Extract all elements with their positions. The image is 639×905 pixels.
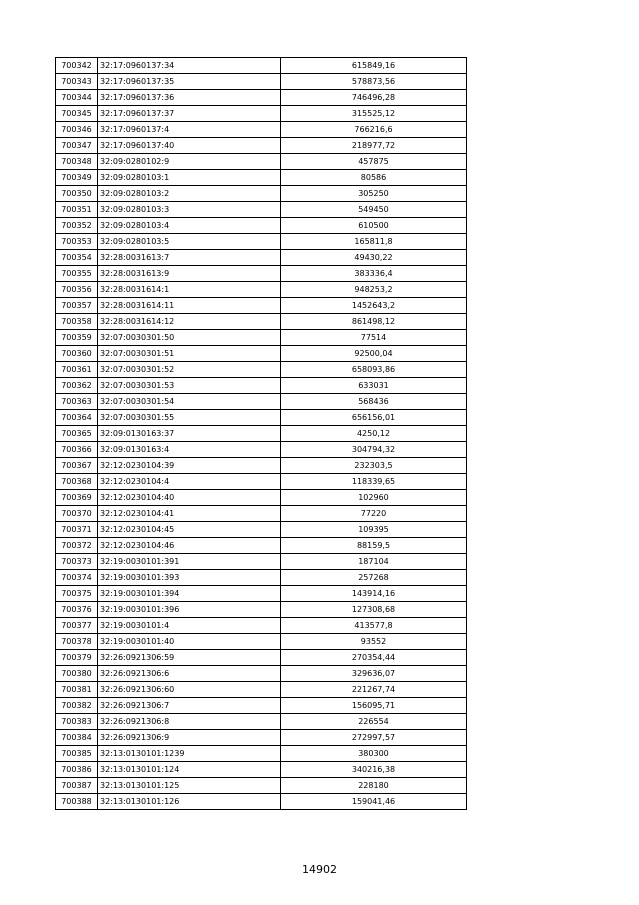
table-row [56, 378, 467, 394]
cadastral-number-cell: 32:17:0960137:36 [98, 90, 281, 106]
cadastral-number-cell: 32:09:0280102:9 [98, 154, 281, 170]
table-row [56, 234, 467, 250]
row-number-cell: 700347 [56, 138, 98, 154]
table-row [56, 346, 467, 362]
cadastral-number-cell: 32:07:0030301:55 [98, 410, 281, 426]
cadastral-value-cell: 77514 [281, 330, 467, 346]
cadastral-value-cell: 568436 [281, 394, 467, 410]
table-row [56, 682, 467, 698]
cadastral-value-cell: 127308,68 [281, 602, 467, 618]
cadastral-number-cell: 32:09:0280103:2 [98, 186, 281, 202]
table-row [56, 474, 467, 490]
cadastral-number-cell: 32:28:0031613:7 [98, 250, 281, 266]
cadastral-value-cell: 165811,8 [281, 234, 467, 250]
row-number-cell: 700367 [56, 458, 98, 474]
cadastral-value-cell: 610500 [281, 218, 467, 234]
table-row [56, 666, 467, 682]
cadastral-value-cell: 143914,16 [281, 586, 467, 602]
table-row [56, 458, 467, 474]
table-row [56, 618, 467, 634]
cadastral-number-cell: 32:26:0921306:59 [98, 650, 281, 666]
table-row [56, 202, 467, 218]
table-row [56, 282, 467, 298]
table-row [56, 186, 467, 202]
cadastral-value-cell: 383336,4 [281, 266, 467, 282]
row-number-cell: 700351 [56, 202, 98, 218]
cadastral-value-cell: 226554 [281, 714, 467, 730]
row-number-cell: 700349 [56, 170, 98, 186]
cadastral-value-cell: 413577,8 [281, 618, 467, 634]
cadastral-number-cell: 32:13:0130101:1239 [98, 746, 281, 762]
table-row [56, 90, 467, 106]
row-number-cell: 700384 [56, 730, 98, 746]
table-row [56, 570, 467, 586]
cadastral-number-cell: 32:09:0130163:4 [98, 442, 281, 458]
cadastral-value-cell: 102960 [281, 490, 467, 506]
row-number-cell: 700378 [56, 634, 98, 650]
cadastral-number-cell: 32:07:0030301:51 [98, 346, 281, 362]
cadastral-number-cell: 32:09:0130163:37 [98, 426, 281, 442]
cadastral-value-cell: 49430,22 [281, 250, 467, 266]
table-row [56, 714, 467, 730]
cadastral-value-cell: 656156,01 [281, 410, 467, 426]
cadastral-number-cell: 32:17:0960137:34 [98, 58, 281, 74]
table-row [56, 554, 467, 570]
cadastral-value-cell: 549450 [281, 202, 467, 218]
table-row [56, 730, 467, 746]
table-row [56, 794, 467, 810]
cadastral-value-cell: 315525,12 [281, 106, 467, 122]
table-row [56, 218, 467, 234]
cadastral-value-cell: 615849,16 [281, 58, 467, 74]
cadastral-number-cell: 32:19:0030101:396 [98, 602, 281, 618]
cadastral-value-cell: 221267,74 [281, 682, 467, 698]
cadastral-value-cell: 380300 [281, 746, 467, 762]
row-number-cell: 700345 [56, 106, 98, 122]
cadastral-number-cell: 32:26:0921306:60 [98, 682, 281, 698]
row-number-cell: 700373 [56, 554, 98, 570]
cadastral-value-cell: 272997,57 [281, 730, 467, 746]
row-number-cell: 700385 [56, 746, 98, 762]
cadastral-value-cell: 270354,44 [281, 650, 467, 666]
cadastral-number-cell: 32:09:0280103:5 [98, 234, 281, 250]
cadastral-number-cell: 32:17:0960137:37 [98, 106, 281, 122]
row-number-cell: 700377 [56, 618, 98, 634]
cadastral-value-cell: 92500,04 [281, 346, 467, 362]
table-row [56, 170, 467, 186]
cadastral-number-cell: 32:19:0030101:40 [98, 634, 281, 650]
cadastral-value-cell: 578873,56 [281, 74, 467, 90]
table-row [56, 762, 467, 778]
row-number-cell: 700344 [56, 90, 98, 106]
row-number-cell: 700362 [56, 378, 98, 394]
row-number-cell: 700381 [56, 682, 98, 698]
row-number-cell: 700374 [56, 570, 98, 586]
cadastral-number-cell: 32:28:0031614:12 [98, 314, 281, 330]
table-row [56, 250, 467, 266]
cadastral-number-cell: 32:28:0031614:1 [98, 282, 281, 298]
cadastral-value-cell: 948253,2 [281, 282, 467, 298]
row-number-cell: 700342 [56, 58, 98, 74]
cadastral-number-cell: 32:07:0030301:50 [98, 330, 281, 346]
cadastral-number-cell: 32:17:0960137:40 [98, 138, 281, 154]
cadastral-value-cell: 305250 [281, 186, 467, 202]
cadastral-value-cell: 257268 [281, 570, 467, 586]
cadastral-number-cell: 32:07:0030301:54 [98, 394, 281, 410]
row-number-cell: 700355 [56, 266, 98, 282]
table-row [56, 522, 467, 538]
cadastral-value-cell: 118339,65 [281, 474, 467, 490]
cadastral-value-cell: 329636,07 [281, 666, 467, 682]
row-number-cell: 700348 [56, 154, 98, 170]
cadastral-value-cell: 156095,71 [281, 698, 467, 714]
row-number-cell: 700369 [56, 490, 98, 506]
cadastral-number-cell: 32:09:0280103:4 [98, 218, 281, 234]
row-number-cell: 700375 [56, 586, 98, 602]
cadastral-value-cell: 340216,38 [281, 762, 467, 778]
table-row [56, 394, 467, 410]
table-body [56, 58, 467, 810]
table-row [56, 506, 467, 522]
table-row [56, 698, 467, 714]
cadastral-number-cell: 32:28:0031613:9 [98, 266, 281, 282]
cadastral-number-cell: 32:09:0280103:1 [98, 170, 281, 186]
page-number: 14902 [302, 863, 337, 876]
table-row [56, 490, 467, 506]
table-row [56, 362, 467, 378]
row-number-cell: 700363 [56, 394, 98, 410]
cadastral-number-cell: 32:28:0031614:11 [98, 298, 281, 314]
row-number-cell: 700388 [56, 794, 98, 810]
cadastral-number-cell: 32:13:0130101:125 [98, 778, 281, 794]
row-number-cell: 700361 [56, 362, 98, 378]
cadastral-value-cell: 232303,5 [281, 458, 467, 474]
cadastral-number-cell: 32:19:0030101:393 [98, 570, 281, 586]
cadastral-value-cell: 228180 [281, 778, 467, 794]
cadastral-value-cell: 304794,32 [281, 442, 467, 458]
row-number-cell: 700364 [56, 410, 98, 426]
row-number-cell: 700346 [56, 122, 98, 138]
cadastral-number-cell: 32:13:0130101:124 [98, 762, 281, 778]
row-number-cell: 700372 [56, 538, 98, 554]
cadastral-number-cell: 32:19:0030101:391 [98, 554, 281, 570]
table-row [56, 74, 467, 90]
row-number-cell: 700379 [56, 650, 98, 666]
cadastral-value-cell: 633031 [281, 378, 467, 394]
table-row [56, 746, 467, 762]
cadastral-value-cell: 861498,12 [281, 314, 467, 330]
cadastral-number-cell: 32:17:0960137:35 [98, 74, 281, 90]
cadastral-number-cell: 32:19:0030101:4 [98, 618, 281, 634]
row-number-cell: 700360 [56, 346, 98, 362]
cadastral-number-cell: 32:17:0960137:4 [98, 122, 281, 138]
table-row [56, 650, 467, 666]
cadastral-number-cell: 32:26:0921306:8 [98, 714, 281, 730]
cadastral-value-cell: 457875 [281, 154, 467, 170]
cadastral-number-cell: 32:07:0030301:52 [98, 362, 281, 378]
cadastral-number-cell: 32:13:0130101:126 [98, 794, 281, 810]
cadastral-value-cell: 766216,6 [281, 122, 467, 138]
cadastral-number-cell: 32:12:0230104:45 [98, 522, 281, 538]
row-number-cell: 700387 [56, 778, 98, 794]
table-row [56, 602, 467, 618]
cadastral-value-cell: 4250,12 [281, 426, 467, 442]
cadastral-number-cell: 32:19:0030101:394 [98, 586, 281, 602]
cadastral-value-cell: 658093,86 [281, 362, 467, 378]
cadastral-number-cell: 32:09:0280103:3 [98, 202, 281, 218]
row-number-cell: 700359 [56, 330, 98, 346]
row-number-cell: 700365 [56, 426, 98, 442]
cadastral-value-cell: 93552 [281, 634, 467, 650]
row-number-cell: 700380 [56, 666, 98, 682]
table-row [56, 634, 467, 650]
row-number-cell: 700386 [56, 762, 98, 778]
table-row [56, 58, 467, 74]
row-number-cell: 700357 [56, 298, 98, 314]
cadastral-value-cell: 218977,72 [281, 138, 467, 154]
cadastral-value-cell: 80586 [281, 170, 467, 186]
table-row [56, 106, 467, 122]
row-number-cell: 700343 [56, 74, 98, 90]
row-number-cell: 700350 [56, 186, 98, 202]
row-number-cell: 700354 [56, 250, 98, 266]
cadastral-number-cell: 32:26:0921306:7 [98, 698, 281, 714]
table-row [56, 410, 467, 426]
row-number-cell: 700371 [56, 522, 98, 538]
cadastral-value-cell: 77220 [281, 506, 467, 522]
table-row [56, 778, 467, 794]
cadastral-number-cell: 32:12:0230104:40 [98, 490, 281, 506]
table-row [56, 586, 467, 602]
table-row [56, 538, 467, 554]
row-number-cell: 700353 [56, 234, 98, 250]
table-row [56, 138, 467, 154]
cadastral-value-cell: 746496,28 [281, 90, 467, 106]
cadastral-value-cell: 1452643,2 [281, 298, 467, 314]
cadastral-number-cell: 32:12:0230104:4 [98, 474, 281, 490]
table-row [56, 426, 467, 442]
table-row [56, 266, 467, 282]
table-row [56, 122, 467, 138]
cadastral-number-cell: 32:26:0921306:6 [98, 666, 281, 682]
cadastral-value-table [55, 57, 467, 810]
cadastral-value-cell: 159041,46 [281, 794, 467, 810]
cadastral-value-cell: 187104 [281, 554, 467, 570]
table-row [56, 298, 467, 314]
cadastral-number-cell: 32:12:0230104:46 [98, 538, 281, 554]
cadastral-number-cell: 32:07:0030301:53 [98, 378, 281, 394]
row-number-cell: 700352 [56, 218, 98, 234]
table-row [56, 154, 467, 170]
row-number-cell: 700368 [56, 474, 98, 490]
cadastral-value-cell: 88159,5 [281, 538, 467, 554]
table-row [56, 330, 467, 346]
row-number-cell: 700366 [56, 442, 98, 458]
row-number-cell: 700358 [56, 314, 98, 330]
cadastral-value-cell: 109395 [281, 522, 467, 538]
row-number-cell: 700383 [56, 714, 98, 730]
cadastral-number-cell: 32:12:0230104:39 [98, 458, 281, 474]
row-number-cell: 700370 [56, 506, 98, 522]
row-number-cell: 700376 [56, 602, 98, 618]
cadastral-number-cell: 32:26:0921306:9 [98, 730, 281, 746]
table-row [56, 442, 467, 458]
cadastral-number-cell: 32:12:0230104:41 [98, 506, 281, 522]
table-row [56, 314, 467, 330]
row-number-cell: 700382 [56, 698, 98, 714]
row-number-cell: 700356 [56, 282, 98, 298]
